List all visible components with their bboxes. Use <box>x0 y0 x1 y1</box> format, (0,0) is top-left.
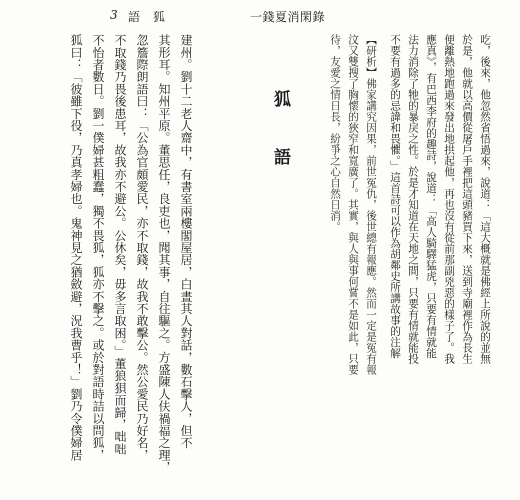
translation-column: 法力消除了牠的暴戾之性。於是才知道在天地之間，只要有情就能投 <box>407 34 419 364</box>
commentary-column: 【研析】佛家講究因果，前世冤仇，後世總有報應。然而一定是冤有報 <box>365 34 377 375</box>
page-number: 3 <box>110 8 119 22</box>
translation-column: 不要有過多的忌諱和畏懼。」這首詩可以作為胡鄰史所講故事的注解 <box>389 34 401 359</box>
section-title: 狐 語 <box>270 90 290 177</box>
original-text-column: 建州。劉十二老人齋中，有書室兩樓閣屋居，白晝其人對話，數石擊人，但不 <box>179 34 193 449</box>
page-header <box>110 6 410 28</box>
translation-column: 於是，他就以高價從屠戶手裡把這頭豬買下來，送到寺廟裡作為長生 <box>461 34 473 364</box>
original-text-column: 不怡者數日。劉一僕婦甚粗蠢，獨不畏狐，狐亦不擊之。或於對語時詰以問狐， <box>91 34 105 461</box>
original-text-column: 其形耳。知州平原。董思任，良吏也，聞其事，自往驅之。方盛陳人伕禍福之理， <box>157 34 171 474</box>
commentary-column: 待，友愛之情日長，紛爭之心自然日消。 <box>329 34 341 232</box>
original-text-column: 狐曰：「彼雖下役，乃真孝婦也。鬼神見之猶斂避，況我曹乎！」劉乃令僕婦居 <box>69 34 83 461</box>
original-text-column: 不取錢乃畏後患耳，故我亦不避公。公休矣，毋多言取困。」董狼狽而歸，咄咄 <box>113 34 127 455</box>
translation-column: 應真》，有巴西李府的趣詩，說道：「高人騎驛猛虎，只要有情就能 <box>425 34 437 359</box>
commentary-column: 汶又雙搜了胸懷的狹窄和寬廣了。其實，與人與事何嘗不是如此，只要 <box>347 34 359 375</box>
chapter-title: 一錢夏消閑錄 <box>250 10 326 24</box>
book-title: 語 狐 <box>128 10 166 24</box>
original-text-column: 忽簷際朗語曰：「公為官頗愛民，亦不取錢，故我不敢擊公。然公愛民乃好名， <box>135 34 149 461</box>
translation-column: 吃，後來，他忽然省悟過來，說道：「這大概就是佛經上所說的並無 <box>479 34 491 364</box>
translation-column: 便離熱地跑過來發出地拱起他，再也沒有從前那副兇惡的樣子了。我 <box>443 34 455 364</box>
